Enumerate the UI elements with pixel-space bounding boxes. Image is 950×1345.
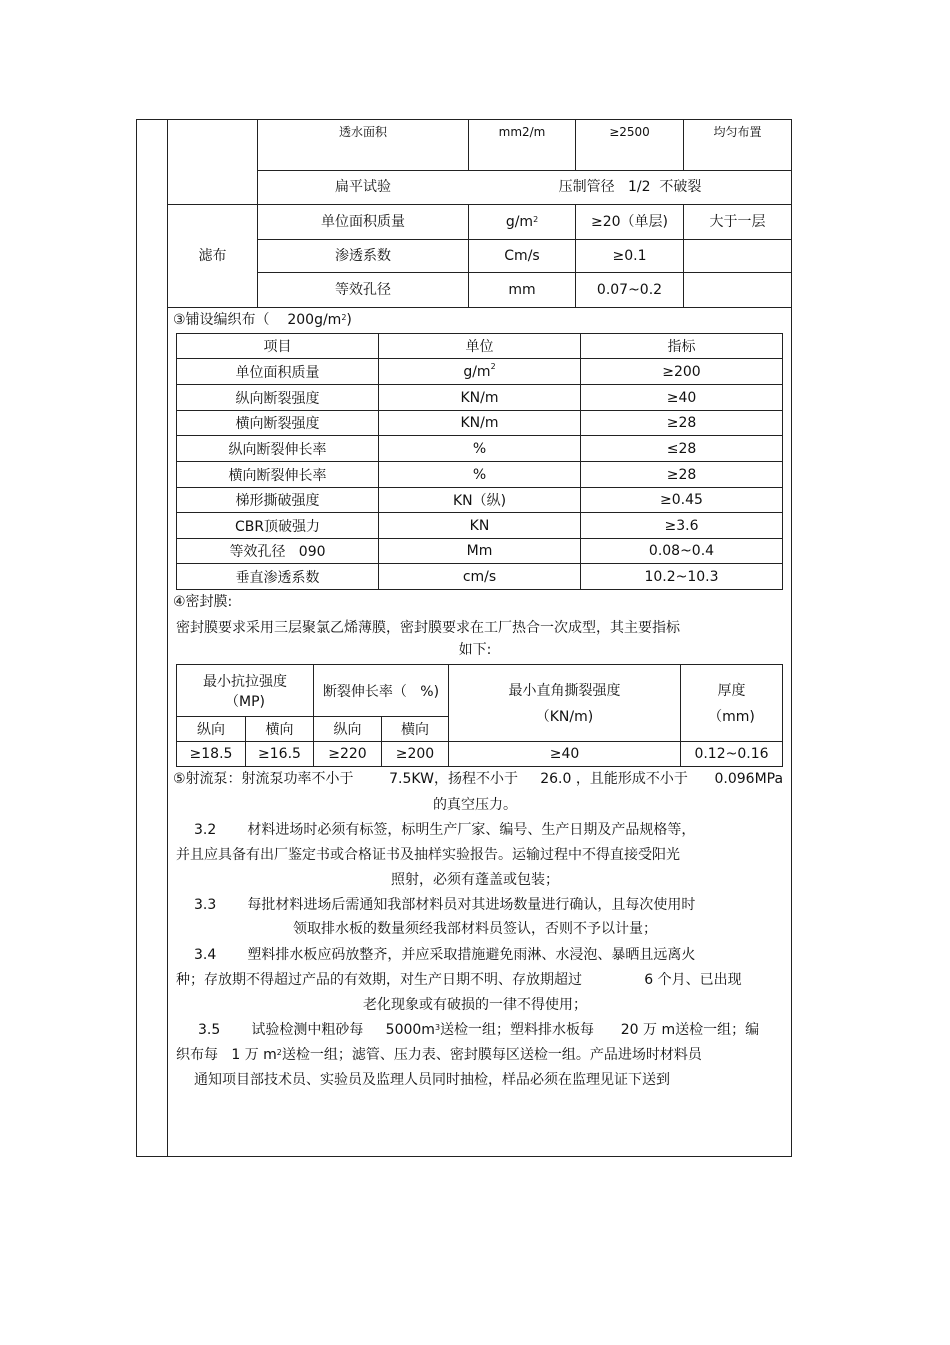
row-unit: Mm xyxy=(379,539,581,564)
table-row xyxy=(177,513,783,539)
row-item: 单位面积质量 xyxy=(177,359,379,385)
row-item: 等效孔径 090 xyxy=(177,539,379,564)
woven-heading-sup: 2 xyxy=(341,313,347,322)
header-text: 厚度 xyxy=(717,683,746,699)
row-unit: % xyxy=(379,462,581,488)
permeable-unit: mm2/m xyxy=(498,124,546,139)
permeable-note: 均匀布置 xyxy=(713,124,762,139)
flatten-item: 扁平试验 xyxy=(335,179,391,196)
paragraph-line: 照射，必须有蓬盖或包装； xyxy=(391,872,559,888)
sub-transverse: 横向 xyxy=(382,717,449,742)
row-item: 纵向断裂伸长率 xyxy=(177,436,379,462)
permeable-item: 透水面积 xyxy=(338,124,387,139)
unit-sup: 2 xyxy=(533,215,539,225)
row-value: ≤28 xyxy=(581,436,783,462)
filter-row-note: 大于一层 xyxy=(709,213,766,230)
header-thickness xyxy=(681,665,783,742)
filter-row-unit xyxy=(469,205,575,239)
table-row xyxy=(177,436,783,462)
header-text: （mm) xyxy=(708,709,755,725)
value-cell: ≥200 xyxy=(382,742,449,767)
row-unit: cm/s xyxy=(379,564,581,590)
sub-transverse: 横向 xyxy=(246,717,314,742)
unit-text: g/m xyxy=(505,213,534,230)
text-part: 送检一组；塑料排水板每 20 万 m送检一组；编 xyxy=(440,1022,760,1038)
table-row xyxy=(177,462,783,488)
filter-row-item: 渗透系数 xyxy=(335,247,391,264)
jet-pump-line: 的真空压力。 xyxy=(433,797,517,813)
sub-longitudinal: 纵向 xyxy=(177,717,246,742)
text-part: 3.5 试验检测中粗砂每 5000m xyxy=(198,1022,435,1038)
filter-row-item: 单位面积质量 xyxy=(321,213,405,230)
table-header-row xyxy=(177,334,783,359)
woven-heading xyxy=(173,311,352,329)
row-item: 梯形撕破强度 xyxy=(177,488,379,513)
value-cell: ≥18.5 xyxy=(177,742,246,767)
filter-row-unit: Cm/s xyxy=(504,247,540,264)
rule xyxy=(167,307,791,308)
row-unit: KN/m xyxy=(379,411,581,436)
sub-longitudinal: 纵向 xyxy=(314,717,382,742)
row-unit: KN（纵) xyxy=(379,488,581,513)
table-row xyxy=(177,385,783,411)
header-text: （MP) xyxy=(225,693,265,710)
seal-paragraph-line: 如下: xyxy=(458,642,492,658)
seal-spec-table xyxy=(176,664,783,767)
value-cell: ≥16.5 xyxy=(246,742,314,767)
paragraph-line: 并且应具备有出厂鉴定书或合格证书及抽样实验报告。运输过程中不得直接受阳光 xyxy=(176,847,680,863)
paragraph-line xyxy=(198,1021,759,1039)
woven-cloth-table xyxy=(176,333,783,590)
paragraph-line xyxy=(176,1046,702,1064)
text-sup: 3 xyxy=(434,1023,441,1032)
jet-pump-line: ⑤射流泵：射流泵功率不小于 7.5KW，扬程不小于 26.0 ，且能形成不小于 0.096MPa xyxy=(173,771,784,787)
row-item: 垂直渗透系数 xyxy=(177,564,379,590)
value-cell: ≥220 xyxy=(314,742,382,767)
paragraph-line: 通知项目部技术员、实验员及监理人员同时抽检，样品必须在监理见证下送到 xyxy=(194,1072,670,1088)
row-unit: % xyxy=(379,436,581,462)
row-unit xyxy=(379,359,581,385)
flatten-value: 压制管径 1/2 不破裂 xyxy=(558,179,702,196)
row-item: 横向断裂强度 xyxy=(177,411,379,436)
header-text: 最小直角撕裂强度 xyxy=(508,683,621,699)
header-elongation: 断裂伸长率（ %) xyxy=(314,665,449,717)
table-header-row xyxy=(177,665,783,717)
paragraph-line: 3.3 每批材料进场后需通知我部材料员对其进场数量进行确认，且每次使用时 xyxy=(194,897,696,913)
seal-heading: ④密封膜: xyxy=(173,594,233,610)
outer-bottom-border xyxy=(136,1156,792,1157)
filter-row-value: ≥0.1 xyxy=(612,247,647,264)
permeable-value: ≥2500 xyxy=(609,124,650,139)
table-row xyxy=(177,742,783,767)
header-text: 最小抗拉强度 xyxy=(203,673,287,690)
unit-text: g/m xyxy=(463,363,491,380)
paragraph-line: 种；存放期不得超过产品的有效期，对生产日期不明、存放期超过 6 个月、已出现 xyxy=(176,972,742,988)
text-sup: 2 xyxy=(276,1048,282,1057)
table-row xyxy=(177,488,783,513)
paragraph-line: 老化现象或有破损的一律不得使用； xyxy=(363,997,587,1013)
woven-heading-text: ③铺设编织布（ 200g/m xyxy=(173,312,342,328)
filter-cloth-label: 滤布 xyxy=(198,247,227,264)
text-part: 送检一组；滤管、压力表、密封膜每区送检一组。产品进场时材料员 xyxy=(281,1047,702,1063)
text-part: 织布每 1 万 m xyxy=(176,1047,277,1063)
row-unit: KN xyxy=(379,513,581,539)
value-cell: ≥40 xyxy=(449,742,681,767)
row-item: 横向断裂伸长率 xyxy=(177,462,379,488)
row-value: ≥28 xyxy=(581,411,783,436)
filter-row-unit: mm xyxy=(508,281,536,298)
header-tensile xyxy=(177,665,314,717)
paragraph-line: 3.4 塑料排水板应码放整齐，并应采取措施避免雨淋、水浸泡、暴晒且远离火 xyxy=(194,947,696,963)
value-cell: 0.12~0.16 xyxy=(681,742,783,767)
row-value: 10.2~10.3 xyxy=(581,564,783,590)
header-value: 指标 xyxy=(581,334,783,359)
outer-top-border xyxy=(136,119,792,120)
seal-paragraph-line: 密封膜要求采用三层聚氯乙烯薄膜，密封膜要求在工厂热合一次成型，其主要指标 xyxy=(176,620,680,636)
filter-row-value: ≥20（单层) xyxy=(590,213,668,230)
paragraph-line: 3.2 材料进场时必须有标签，标明生产厂家、编号、生产日期及产品规格等， xyxy=(194,822,696,838)
row-value: ≥40 xyxy=(581,385,783,411)
row-unit: KN/m xyxy=(379,385,581,411)
filter-row-value: 0.07~0.2 xyxy=(596,281,663,298)
row-value: ≥200 xyxy=(581,359,783,385)
table-row xyxy=(177,564,783,590)
row-value: 0.08~0.4 xyxy=(581,539,783,564)
row-item: 纵向断裂强度 xyxy=(177,385,379,411)
header-item: 项目 xyxy=(177,334,379,359)
filter-row-item: 等效孔径 xyxy=(335,281,391,298)
table-row xyxy=(177,359,783,385)
row-item: CBR顶破强力 xyxy=(177,513,379,539)
header-text: （KN/m) xyxy=(535,709,594,725)
woven-heading-close: ) xyxy=(346,312,352,328)
table-row xyxy=(177,411,783,436)
row-value: ≥3.6 xyxy=(581,513,783,539)
paragraph-line: 领取排水板的数量须经我部材料员签认，否则不予以计量； xyxy=(293,921,657,937)
row-value: ≥28 xyxy=(581,462,783,488)
header-unit: 单位 xyxy=(379,334,581,359)
unit-sup: 2 xyxy=(490,361,496,371)
header-tear xyxy=(449,665,681,742)
row-value: ≥0.45 xyxy=(581,488,783,513)
table-row xyxy=(177,539,783,564)
